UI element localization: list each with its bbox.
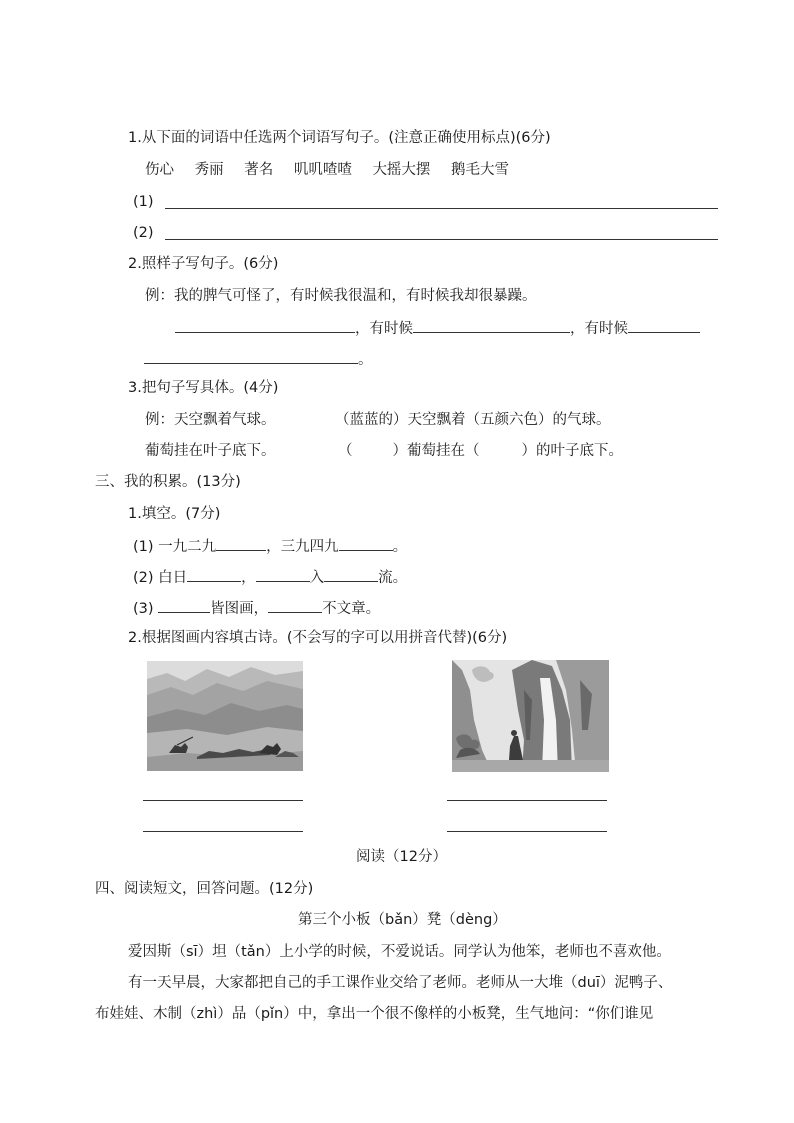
poem-picture-2 (452, 660, 609, 772)
poem-title: 2.根据图画内容填古诗。(不会写的字可以用拼音代替)(6分) (128, 630, 508, 646)
q2-mid-1: ，有时候 (355, 321, 413, 337)
fill-3-text-a: 皆图画， (210, 601, 269, 617)
q2-end: 。 (358, 352, 373, 368)
story-paragraph-1: 爱因斯（sī）坦（tǎn）上小学的时候，不爱说话。同学认为他笨，老师也不喜欢他。 (128, 944, 671, 960)
poem-picture-1 (147, 661, 303, 771)
fill-3-number: (3) (133, 601, 154, 617)
q2-example: 例：我的脾气可怪了，有时候我很温和，有时候我却很暴躁。 (145, 288, 537, 304)
q1-answer-2-label: (2) (133, 225, 154, 241)
fill-1-text-b: ，三九四九 (266, 539, 339, 555)
poem-2-line-2[interactable] (447, 831, 607, 832)
fill-2-text-a: 白日 (158, 570, 188, 586)
waterfall-illustration (452, 660, 609, 772)
q3-task-left: 葡萄挂在叶子底下。 (145, 443, 276, 459)
poem-2-line-1[interactable] (447, 800, 607, 801)
q2-mid-2: ，有时候 (570, 321, 628, 337)
word-4: 叽叽喳喳 (293, 162, 352, 178)
word-1: 伤心 (145, 162, 174, 178)
q2-title: 2.照样子写句子。(6分) (128, 256, 279, 272)
q1-word-list (145, 160, 525, 180)
fill-3-blank-a[interactable] (158, 597, 210, 613)
q2-answer-line-2 (144, 348, 373, 370)
fill-1-blank-a[interactable] (216, 535, 266, 551)
fill-1-text-a: 一九二九 (158, 539, 217, 555)
word-2: 秀丽 (194, 162, 224, 178)
fill-2-blank-b[interactable] (256, 566, 310, 582)
q1-answer-1-label: (1) (133, 194, 154, 210)
fill-2-text-b: ， (241, 570, 256, 586)
fill-title: 1.填空。(7分) (128, 506, 221, 522)
fill-2-blank-a[interactable] (187, 566, 241, 582)
section4-title: 四、阅读短文，回答问题。(12分) (95, 881, 314, 897)
fill-2-text-d: 流。 (378, 570, 408, 586)
q3-paren-3: ）的叶子底下。 (521, 443, 623, 459)
q2-blank-1[interactable] (175, 317, 355, 333)
q2-blank-3[interactable] (628, 317, 700, 333)
mountain-landscape-illustration (147, 661, 303, 771)
q1-answer-1-line[interactable] (165, 208, 718, 209)
poem-1-line-1[interactable] (143, 800, 303, 801)
fill-2-blank-c[interactable] (324, 566, 378, 582)
fill-item-2 (133, 566, 407, 588)
fill-item-3 (133, 597, 380, 619)
q3-paren-1: （ (338, 443, 353, 459)
word-3: 著名 (244, 162, 274, 178)
fill-1-text-c: 。 (392, 539, 408, 555)
q3-paren-2: ）葡萄挂在（ (392, 443, 480, 459)
q2-blank-4[interactable] (144, 348, 358, 364)
story-title: 第三个小板（bǎn）凳（dèng） (298, 912, 507, 928)
fill-item-1 (133, 535, 407, 557)
poem-1-line-2[interactable] (143, 831, 303, 832)
q2-answer-line-1 (175, 317, 700, 339)
fill-3-blank-b[interactable] (268, 597, 322, 613)
word-6: 鹅毛大雪 (451, 162, 510, 178)
q1-title: 1.从下面的词语中任选两个词语写句子。(注意正确使用标点)(6分) (128, 130, 551, 146)
fill-2-text-c: 入 (309, 570, 325, 586)
fill-1-blank-b[interactable] (339, 535, 393, 551)
story-paragraph-2-line-1: 有一天早晨，大家都把自己的手工课作业交给了老师。老师从一大堆（duī）泥鸭子、 (128, 975, 673, 991)
fill-1-number: (1) (133, 539, 154, 555)
q3-task-right (338, 441, 623, 461)
q3-example-right: （蓝蓝的）天空飘着（五颜六色）的气球。 (335, 412, 611, 428)
reading-header: 阅读（12分） (356, 849, 447, 865)
fill-3-text-b: 不文章。 (322, 601, 381, 617)
q1-answer-2-line[interactable] (165, 239, 718, 240)
q3-title: 3.把句子写具体。(4分) (128, 380, 279, 396)
q3-example-left: 例：天空飘着气球。 (145, 412, 276, 428)
fill-2-number: (2) (133, 570, 154, 586)
section3-title: 三、我的积累。(13分) (95, 474, 241, 490)
q2-blank-2[interactable] (413, 317, 570, 333)
story-paragraph-2-line-2: 布娃娃、木制（zhì）品（pǐn）中，拿出一个很不像样的小板凳，生气地问：“你们谁见 (95, 1006, 654, 1022)
word-5: 大摇大摆 (372, 162, 431, 178)
